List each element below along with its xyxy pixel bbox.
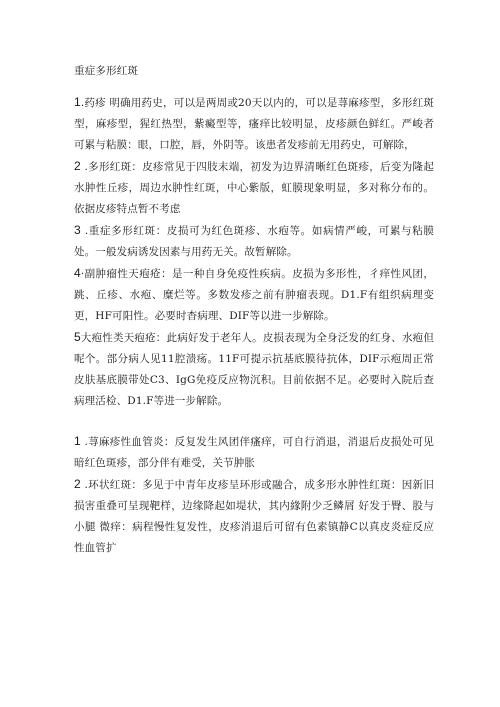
item-number: 1 — [74, 434, 81, 448]
item-number: 5 — [74, 330, 81, 344]
paragraph-text: .环状红斑：多见于中青年皮疹呈环形或融合，成多形水肿性红斑：因新旧损害重叠可呈现靶样，边缘降起如堤状，其内緣附少乏鳞屑 好发于臀、股与小腿 微痒：病程慢性复发性，皮疹消退后可留有色素镇静C以真皮炎症反应性血管扩 — [74, 479, 434, 554]
paragraph-text: 大疱性类天疱疮：此病好发于老年人。皮损表现为全身泛发的红身、水疱但呢个。部分病人见11腔溃疡。11F可提示抗基底膜待抗体，DIF示疱周正常皮肤基底膜带处C3、IgG免疫反应物沉积。目前依据不足。必要时入院后查病理活检、D1.F等进一步解除。 — [74, 332, 434, 407]
paragraph-drug-eruption — [74, 92, 434, 156]
item-number: 3 — [74, 223, 81, 237]
item-number: 2 — [74, 477, 81, 491]
paragraph-text: .多形红斑：皮疹常见于四肢末端，初发为边界清晰红色斑疹，后变为隆起水肿性丘疹，周边水肿性红斑，中心紫版，虹膜现象明显，多对称分布的。依据皮疹特点暂不考虑 — [74, 161, 434, 215]
paragraph-text: ·副肿瘤性天疱疮：是一种自身免疫性疾病。皮损为多形性，彳痒性风团，跳、丘疹、水疱、糜烂等。多数发疹之前有肿瘤表现。D1.F有组织病理变更，HF可阳性。必要时杳病理、DIF等以进一步解除。 — [74, 268, 434, 322]
item-number: 2 — [74, 159, 81, 173]
paragraph-severe-erythema-multiforme — [74, 220, 434, 263]
item-number: 1. — [74, 95, 85, 109]
document-title: 重症多形红斑 — [74, 65, 139, 77]
paragraph-text: 药疹 明确用药史，可以是两周或20天以内的，可以是荨麻疹型，多形红斑型，麻疹型，猩红热型，紫癜型等，瘙痒比较明显，皮疹颜色鲜红。严峻者可累与粘膜：眼，口腔，唇，外阴等。该患者发疹前无用药史，可解除， — [74, 97, 434, 151]
section-gap — [74, 412, 434, 431]
paragraph-paraneoplastic-pemphigus — [74, 263, 434, 327]
paragraph-text: .重症多形红斑：皮损可为红色斑疹、水疱等。如病情严峻，可累与粘膜处。一般发病诱发因素与用药无关。故暂解除。 — [74, 225, 434, 258]
item-number: 4 — [74, 266, 81, 280]
paragraph-erythema-multiforme — [74, 156, 434, 220]
paragraph-bullous-pemphigoid — [74, 327, 434, 412]
paragraph-text: .荨麻疹性血管炎：反复发生风团伴瘙痒，可自行消退，消退后皮损处可见暗红色斑疹，部分伴有难受，关节肿胀 — [74, 436, 434, 469]
paragraph-annular-erythema — [74, 474, 434, 559]
paragraph-urticarial-vasculitis — [74, 431, 434, 474]
